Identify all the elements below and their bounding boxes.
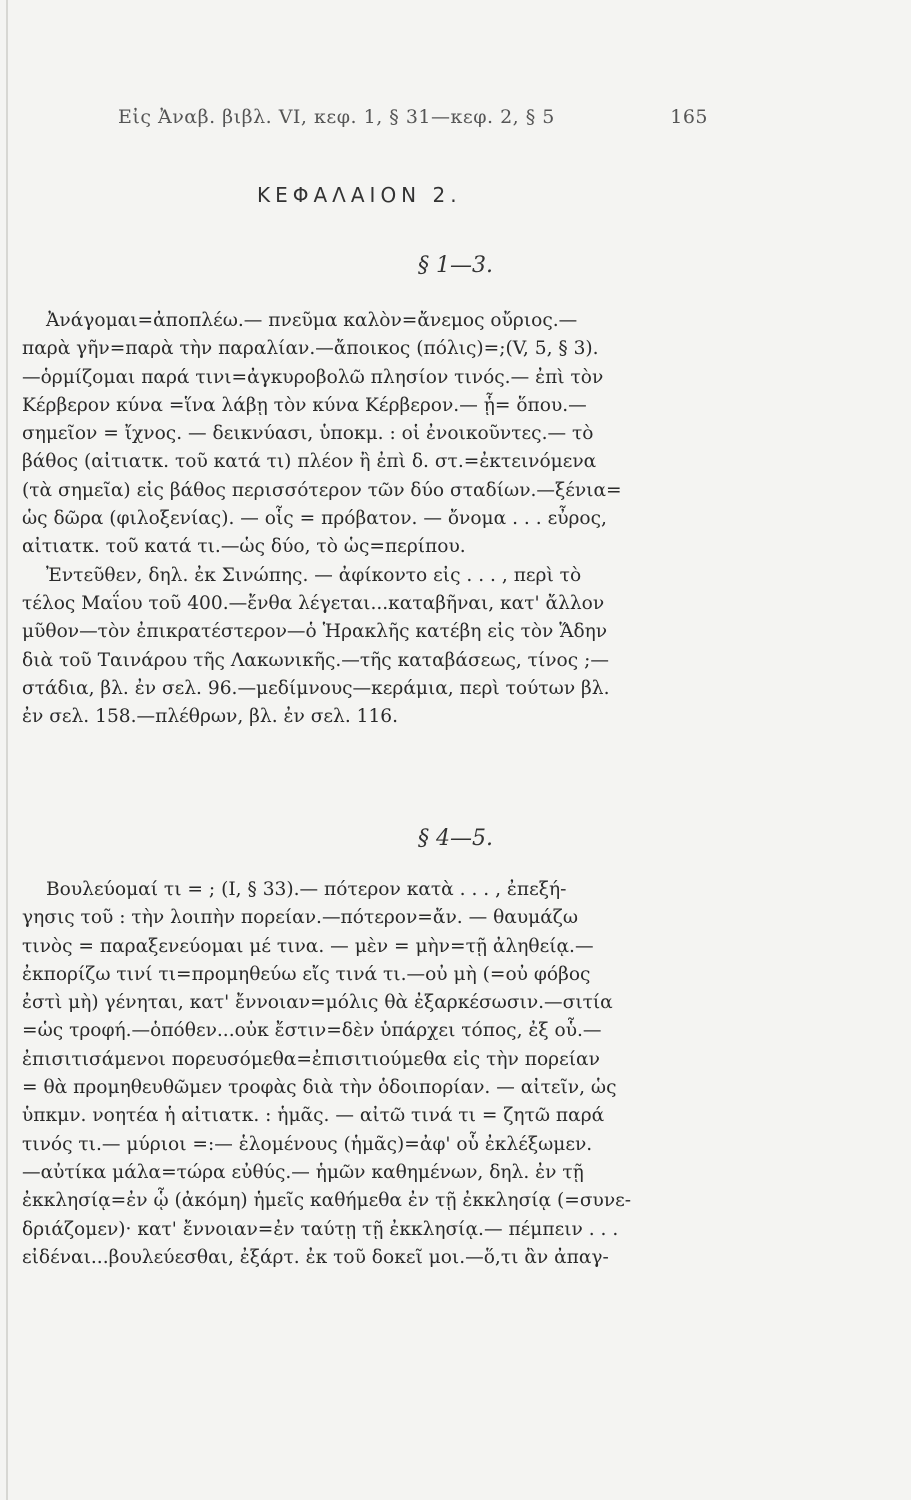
text-line: ὑπκμν. νοητέα ἡ αἰτιατκ. : ἡμᾶς. — αἰτῶ τινά τι = ζητῶ παρά xyxy=(22,1105,605,1127)
section-heading-1: § 1—3. xyxy=(418,253,493,278)
text-line: δριάζομεν)· κατ' ἔννοιαν=ἐν ταύτῃ τῇ ἐκκλησίᾳ.— πέμπειν . . . xyxy=(22,1218,619,1240)
text-line: Κέρβερον κύνα =ἵνα λάβῃ τὸν κύνα Κέρβερον.— ᾗ= ὅπου.— xyxy=(22,394,587,416)
text-line: ἐκπορίζω τινί τι=προμηθεύω εἴς τινά τι.—οὐ μὴ (=οὐ φόβος xyxy=(22,963,591,985)
text-line: =ὡς τροφή.—ὁπόθεν...οὐκ ἔστιν=δὲν ὑπάρχει τόπος, ἐξ οὗ.— xyxy=(22,1020,602,1042)
text-line: —ὁρμίζομαι παρά τινι=ἀγκυροβολῶ πλησίον τινός.— ἐπὶ τὸν xyxy=(22,366,604,388)
text-line: ἐστὶ μὴ) γένηται, κατ' ἔννοιαν=μόλις θὰ ἐξαρκέσωσιν.—σιτία xyxy=(22,992,613,1014)
page-edge-shadow xyxy=(6,0,8,1500)
text-line: Βουλεύομαί τι = ; (I, § 33).— πότερον κατὰ . . . , ἐπεξή- xyxy=(46,879,567,900)
text-line: Ἐντεῦθεν, δηλ. ἐκ Σινώπης. — ἀφίκοντο εἰς . . . , περὶ τὸ xyxy=(46,564,582,586)
text-line: ἐν σελ. 158.—πλέθρων, βλ. ἐν σελ. 116. xyxy=(22,706,399,728)
text-line: βάθος (αἰτιατκ. τοῦ κατά τι) πλέον ἢ ἐπὶ δ. στ.=ἐκτεινόμενα xyxy=(22,451,597,473)
text-line: διὰ τοῦ Ταινάρου τῆς Λακωνικῆς.—τῆς καταβάσεως, τίνος ;— xyxy=(22,649,609,671)
text-line: (τὰ σημεῖα) εἰς βάθος περισσότερον τῶν δύο σταδίων.—ξένια= xyxy=(22,479,622,501)
page-number: 165 xyxy=(670,106,708,128)
text-line: Ἀνάγομαι=ἀποπλέω.— πνεῦμα καλὸν=ἄνεμος οὔριος.— xyxy=(46,310,578,331)
text-line: εἰδέναι...βουλεύεσθαι, ἐξάρτ. ἐκ τοῦ δοκεῖ μοι.—ὅ,τι ἂν ἀπαγ- xyxy=(22,1246,609,1268)
section-1-text xyxy=(22,307,742,731)
text-line: γησις τοῦ : τὴν λοιπὴν πορείαν.—πότερον=ἄν. — θαυμάζω xyxy=(22,907,579,929)
text-line: στάδια, βλ. ἐν σελ. 96.—μεδίμνους—κεράμια, περὶ τούτων βλ. xyxy=(22,677,610,699)
text-line: αἰτιατκ. τοῦ κατά τι.—ὡς δύο, τὸ ὡς=περίπου. xyxy=(22,536,466,558)
text-line: τινὸς = παραξενεύομαι μέ τινα. — μὲν = μὴν=τῇ ἀληθείᾳ.— xyxy=(22,935,594,957)
text-line: ἐκκλησίᾳ=ἐν ᾧ (ἀκόμη) ἡμεῖς καθήμεθα ἐν τῇ ἐκκλησίᾳ (=συνε- xyxy=(22,1190,632,1212)
text-line: ἐπισιτισάμενοι πορευσόμεθα=ἐπισιτιούμεθα εἰς τὴν πορείαν xyxy=(22,1048,600,1070)
section-heading-2: § 4—5. xyxy=(418,826,493,851)
text-line: μῦθον—τὸν ἐπικρατέστερον—ὁ Ἡρακλῆς κατέβη εἰς τὸν Ἅδην xyxy=(22,621,608,643)
text-line: τέλος Μαΐου τοῦ 400.—ἔνθα λέγεται...καταβῆναι, κατ' ἄλλον xyxy=(22,592,605,614)
text-line: = θὰ προμηθευθῶμεν τροφὰς διὰ τὴν ὁδοιπορίαν. — αἰτεῖν, ὡς xyxy=(22,1077,617,1099)
text-line: ὡς δῶρα (φιλοξενίας). — οἷς = πρόβατον. — ὄνομα . . . εὖρος, xyxy=(22,508,607,530)
text-line: σημεῖον = ἴχνος. — δεικνύασι, ὑποκμ. : οἱ ἐνοικοῦντες.— τὸ xyxy=(22,423,594,445)
text-line: —αὐτίκα μάλα=τώρα εὐθύς.— ἡμῶν καθημένων, δηλ. ἐν τῇ xyxy=(22,1161,584,1183)
chapter-title: ΚΕΦΑΛΑΙΟΝ 2. xyxy=(257,183,462,207)
text-line: παρὰ γῆν=παρὰ τὴν παραλίαν.—ἄποικος (πόλις)=;(V, 5, § 3). xyxy=(22,338,599,360)
running-title: Εἰς Ἀναβ. βιβλ. VI, κεφ. 1, § 31—κεφ. 2, § 5 xyxy=(118,106,555,128)
section-2-text xyxy=(22,876,742,1272)
running-header xyxy=(118,106,708,128)
text-line: τινός τι.— μύριοι =:— ἑλομένους (ἡμᾶς)=ἀφ' οὗ ἐκλέξωμεν. xyxy=(22,1133,593,1155)
